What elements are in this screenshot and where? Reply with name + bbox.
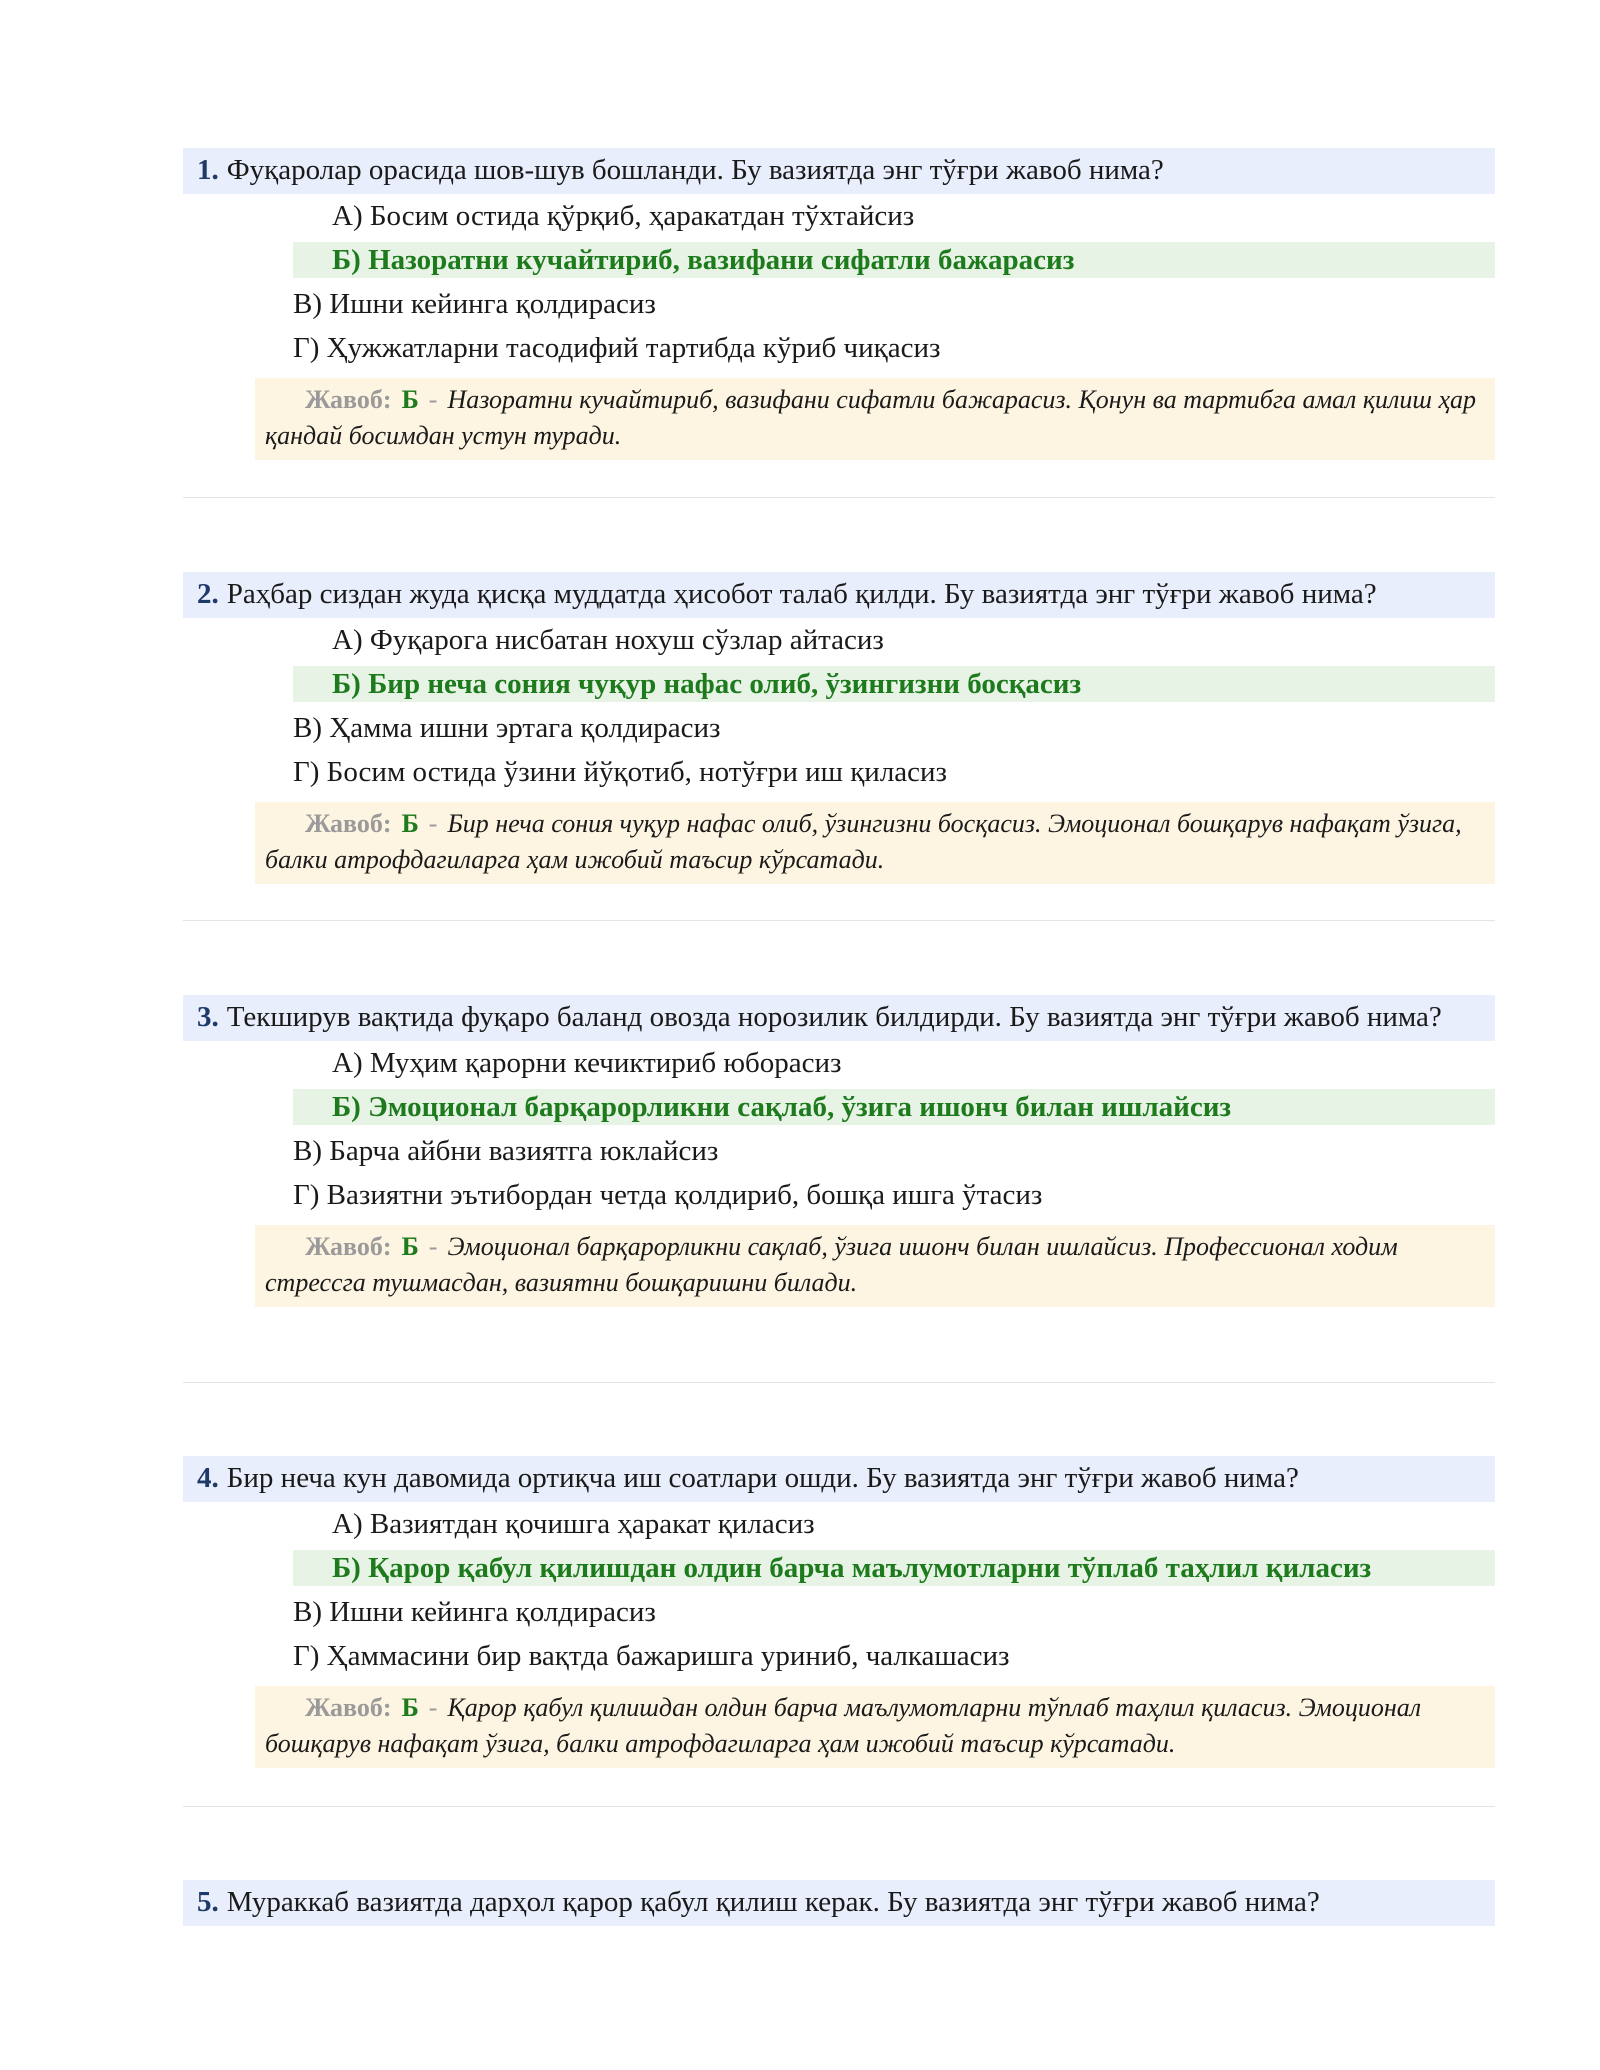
answer-text: Назоратни кучайтириб, вазифани сифатли бажарасиз. Қонун ва тартибга амал қилиш ҳар қандай босимдан устун туради. bbox=[265, 385, 1477, 450]
answer-dash: - bbox=[428, 809, 438, 838]
answer-letter: Б bbox=[401, 1232, 419, 1261]
question-header bbox=[183, 1880, 1495, 1926]
divider bbox=[183, 1806, 1495, 1807]
option-a: А) Муҳим қарорни кечиктириб юборасиз bbox=[332, 1047, 842, 1079]
question-4 bbox=[183, 1456, 1495, 1768]
question-text: Фуқаролар орасида шов-шув бошланди. Бу вазиятда энг тўғри жавоб нима? bbox=[226, 154, 1164, 186]
answer-letter: Б bbox=[401, 1693, 419, 1722]
option-b-correct: Б) Эмоционал барқарорликни сақлаб, ўзига ишонч билан ишлайсиз bbox=[293, 1089, 1495, 1125]
question-number: 4. bbox=[197, 1462, 219, 1494]
option-v: В) Ишни кейинга қолдирасиз bbox=[293, 288, 656, 320]
answer-dash: - bbox=[428, 385, 438, 414]
question-number: 5. bbox=[197, 1886, 219, 1918]
answer-box bbox=[255, 1686, 1495, 1768]
answer-dash: - bbox=[428, 1693, 438, 1722]
option-b-correct: Б) Бир неча сония чуқур нафас олиб, ўзингизни босқасиз bbox=[293, 666, 1495, 702]
option-a: А) Фуқарога нисбатан нохуш сўзлар айтасиз bbox=[332, 624, 884, 656]
answer-label: Жавоб: bbox=[305, 809, 392, 838]
divider bbox=[183, 1382, 1495, 1383]
answer-dash: - bbox=[428, 1232, 438, 1261]
option-b-correct: Б) Қарор қабул қилишдан олдин барча маълумотларни тўплаб таҳлил қиласиз bbox=[293, 1550, 1495, 1586]
question-1 bbox=[183, 148, 1495, 460]
question-header bbox=[183, 1456, 1495, 1502]
question-number: 2. bbox=[197, 578, 219, 610]
answer-text: Эмоционал барқарорликни сақлаб, ўзига ишонч билан ишлайсиз. Профессионал ходим стрессга тушмасдан, вазиятни бошқаришни билади. bbox=[265, 1232, 1398, 1297]
answer-label: Жавоб: bbox=[305, 385, 392, 414]
question-number: 3. bbox=[197, 1001, 219, 1033]
answer-letter: Б bbox=[401, 385, 419, 414]
answer-label: Жавоб: bbox=[305, 1693, 392, 1722]
answer-letter: Б bbox=[401, 809, 419, 838]
answer-label: Жавоб: bbox=[305, 1232, 392, 1261]
option-v: В) Ҳамма ишни эртага қолдирасиз bbox=[293, 712, 721, 744]
option-g: Г) Вазиятни эътибордан четда қолдириб, бошқа ишга ўтасиз bbox=[293, 1179, 1043, 1211]
option-v: В) Ишни кейинга қолдирасиз bbox=[293, 1596, 656, 1628]
option-g: Г) Ҳаммасини бир вақтда бажаришга уриниб, чалкашасиз bbox=[293, 1640, 1010, 1672]
question-5 bbox=[183, 1880, 1495, 1926]
answer-text: Қарор қабул қилишдан олдин барча маълумотларни тўплаб таҳлил қиласиз. Эмоционал бошқарув нафақат ўзига, балки атрофдагиларга ҳам ижобий таъсир кўрсатади. bbox=[265, 1693, 1422, 1758]
question-3 bbox=[183, 995, 1495, 1307]
divider bbox=[183, 497, 1495, 498]
option-b-correct: Б) Назоратни кучайтириб, вазифани сифатли бажарасиз bbox=[293, 242, 1495, 278]
question-header bbox=[183, 995, 1495, 1041]
answer-box bbox=[255, 802, 1495, 884]
answer-box bbox=[255, 378, 1495, 460]
question-header bbox=[183, 148, 1495, 194]
question-2 bbox=[183, 572, 1495, 884]
question-text: Раҳбар сиздан жуда қисқа муддатда ҳисобот талаб қилди. Бу вазиятда энг тўғри жавоб нима? bbox=[226, 578, 1377, 610]
question-header bbox=[183, 572, 1495, 618]
option-a: А) Вазиятдан қочишга ҳаракат қиласиз bbox=[332, 1508, 815, 1540]
answer-text: Бир неча сония чуқур нафас олиб, ўзингизни босқасиз. Эмоционал бошқарув нафақат ўзига, балки атрофдагиларга ҳам ижобий таъсир кўрсатади. bbox=[265, 809, 1462, 874]
question-text: Текширув вақтида фуқаро баланд овозда норозилик билдирди. Бу вазиятда энг тўғри жавоб нима? bbox=[226, 1001, 1442, 1033]
option-g: Г) Ҳужжатларни тасодифий тартибда кўриб чиқасиз bbox=[293, 332, 941, 364]
option-a: А) Босим остида қўрқиб, ҳаракатдан тўхтайсиз bbox=[332, 200, 915, 232]
divider bbox=[183, 920, 1495, 921]
answer-box bbox=[255, 1225, 1495, 1307]
option-v: В) Барча айбни вазиятга юклайсиз bbox=[293, 1135, 719, 1167]
option-g: Г) Босим остида ўзини йўқотиб, нотўғри иш қиласиз bbox=[293, 756, 948, 788]
question-number: 1. bbox=[197, 154, 219, 186]
question-text: Мураккаб вазиятда дарҳол қарор қабул қилиш керак. Бу вазиятда энг тўғри жавоб нима? bbox=[226, 1886, 1320, 1918]
question-text: Бир неча кун давомида ортиқча иш соатлари ошди. Бу вазиятда энг тўғри жавоб нима? bbox=[226, 1462, 1299, 1494]
